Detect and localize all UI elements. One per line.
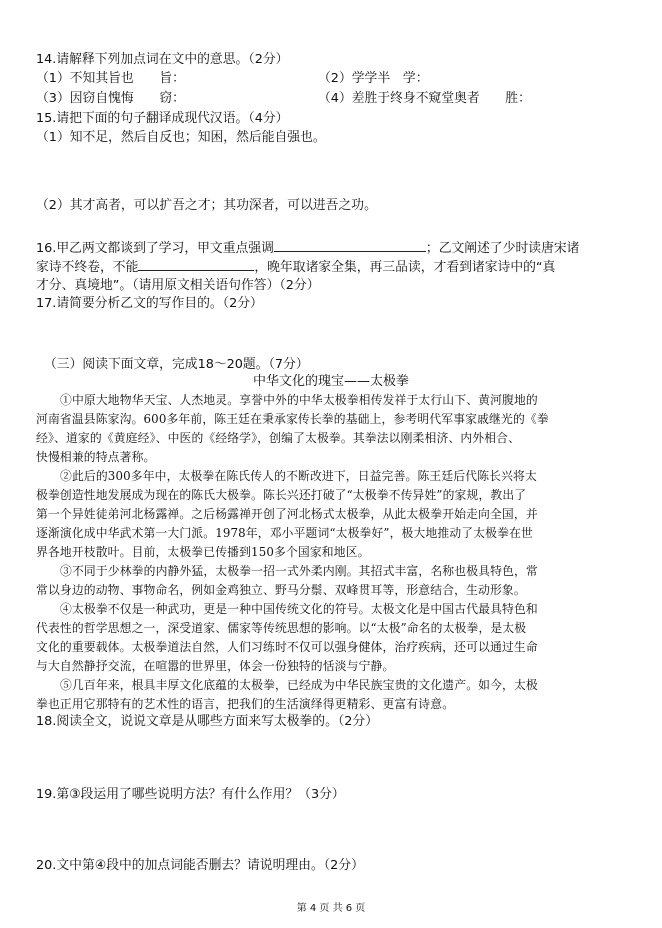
q19-stem: 19.第③段运用了哪些说明方法？有什么作用？（3分） bbox=[36, 787, 345, 802]
article-line: 文化的重要载体。太极拳道法自然，人们习练时不仅可以强身健体，治疗疾病，还可以通过生命 bbox=[36, 640, 538, 654]
article-line: 常以身边的动物、事物命名，例如金鸡独立、野马分鬃、双峰贯耳等，形意结合，生动形象。 bbox=[36, 583, 526, 597]
article-line: 极拳创造性地发展成为现在的陈氏大极拳。陈长兴还打破了“太极拳不传异姓”的家规，教出了 bbox=[36, 488, 527, 502]
q20-stem: 20.文中第④段中的加点词能否删去？请说明理由。（2分） bbox=[36, 858, 364, 873]
article-line: 界各地开枝散叶。目前，太极拳已传播到150多个国家和地区。 bbox=[36, 545, 370, 559]
article-line: ④太极拳不仅是一种武功，更是一种中国传统文化的符号。太极文化是中国古代最具特色和 bbox=[60, 602, 538, 616]
q16-part-3: 家诗不终卷，不能 bbox=[36, 260, 139, 275]
page-footer: 第 4 页 共 6 页 bbox=[296, 903, 366, 914]
q14-item-2: （2）学学半 学： bbox=[318, 71, 429, 86]
article-line: 代表性的哲学思想之一，深受道家、儒家等传统思想的影响。以“太极”命名的太极拳，是太极 bbox=[36, 621, 527, 635]
q14-item-4: （4）差胜于终身不窥堂奥者 胜： bbox=[318, 91, 531, 106]
article-line: 与大自然静抒交流，在喧嚣的世界里，体会一份独特的恬淡与宁静。 bbox=[36, 659, 395, 673]
q16-blank-2[interactable] bbox=[138, 259, 254, 271]
q16-blank-1[interactable] bbox=[274, 240, 426, 252]
q16-part-1: 16.甲乙两文都谈到了学习，甲文重点强调 bbox=[36, 241, 274, 256]
article-title: 中华文化的瑰宝——太极拳 bbox=[252, 374, 409, 389]
q16-part-4: ，晚年取诸家全集，再三品读，才看到诸家诗中的“真 bbox=[254, 260, 556, 275]
q15-sentence-2: （2）其才高者，可以扩吾之才；其功深者，可以进吾之功。 bbox=[36, 198, 377, 213]
article-line: 拳也正用它那特有的艺术性的语言，把我们的生活演绎得更精彩、更富有诗意。 bbox=[36, 697, 455, 711]
q16-line-2 bbox=[36, 259, 555, 276]
q14-item-3: （3）因窃自愧悔 窃： bbox=[36, 91, 185, 106]
article-line: 快慢相兼的特点著称。 bbox=[36, 450, 156, 464]
article-line: 第一个异姓徒弟河北杨露禅。之后杨露禅开创了河北杨式太极拳，从此太极拳开始走向全国，并 bbox=[36, 507, 538, 521]
q17-stem: 17.请简要分析乙文的写作目的。（2分） bbox=[36, 296, 263, 311]
article-line: 河南省温县陈家沟。600多年前，陈王廷在秉承家传长拳的基础上，参考明代军事家戚继光的《拳 bbox=[36, 412, 549, 426]
q14-stem: 14.请解释下列加点词在文中的意思。（2分） bbox=[36, 52, 289, 67]
q16-part-2: ；乙文阐述了少时读唐宋诸 bbox=[425, 241, 580, 256]
q15-sentence-1: （1）知不足，然后自反也；知困，然后能自强也。 bbox=[36, 130, 326, 145]
article-line: 经》、道家的《黄庭经》、中医的《经络学》，创编了太极拳。其拳法以刚柔相济、内外相合、 bbox=[36, 431, 521, 445]
q18-stem: 18.阅读全文，说说文章是从哪些方面来写太极拳的。（2分） bbox=[36, 714, 379, 729]
q14-item-1: （1）不知其旨也 旨： bbox=[36, 71, 185, 86]
q16-line-1 bbox=[36, 240, 579, 257]
q16-line-3: 才分、真境地”。（请用原文相关语句作答）（2分） bbox=[36, 278, 320, 293]
article-line: ①中原大地物华天宝、人杰地灵。享誉中外的中华太极拳相传发祥于太行山下、黄河腹地的 bbox=[60, 393, 538, 407]
article-line: ②此后的300多年中，太极拳在陈氏传人的不断改进下，日益完善。陈王廷后代陈长兴将太 bbox=[60, 469, 537, 483]
article-line: ⑤几百年来，根具丰厚文化底蕴的太极拳，已经成为中华民族宝贵的文化遗产。如今，太极 bbox=[60, 678, 538, 692]
article-line: 逐渐演化成中华武术第一大门派。1978年，邓小平题词“太极拳好”，极大地推动了太极拳在世 bbox=[36, 526, 533, 540]
article-line: ③不同于少林拳的内静外猛，太极拳一招一式外柔内刚。其招式丰富，名称也极具特色，常 bbox=[60, 564, 538, 578]
q15-stem: 15.请把下面的句子翻译成现代汉语。（4分） bbox=[36, 111, 289, 126]
section3-header: （三）阅读下面文章，完成18～20题。（7分） bbox=[44, 357, 309, 372]
